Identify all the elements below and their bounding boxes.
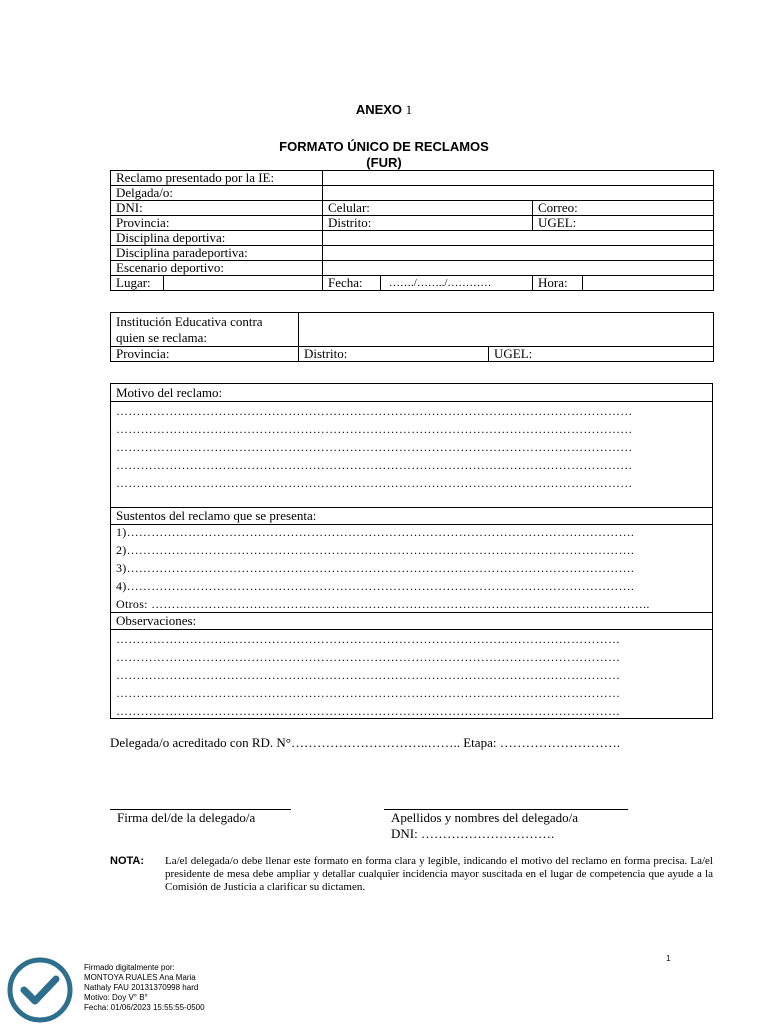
sustento-item-4[interactable]: 4)……………………………………………………………………………………………………………. — [116, 579, 635, 593]
form-subtitle: (FUR) — [366, 155, 402, 170]
provincia2-label: Provincia: — [111, 347, 299, 362]
lugar-label: Lugar: — [111, 276, 164, 291]
observaciones-dots-line[interactable]: …………………………………………………………………………………………………………… — [116, 668, 621, 682]
institucion-label-line1: Institución Educativa contra — [116, 314, 263, 329]
stamp-line-3: Nathaly FAU 20131370998 hard — [84, 983, 199, 992]
distrito-label: Distrito: — [323, 216, 533, 231]
divider — [111, 612, 712, 613]
observaciones-dots-line[interactable]: …………………………………………………………………………………………………………… — [116, 650, 621, 664]
delegada-label: Delgada/o: — [111, 186, 323, 201]
digital-signature-check-icon — [6, 956, 74, 1024]
reclamo-ie-field[interactable] — [323, 171, 714, 186]
hora-label: Hora: — [533, 276, 583, 291]
divider — [111, 401, 712, 402]
stamp-line-4: Motivo: Doy V° B° — [84, 993, 148, 1002]
disciplina-deportiva-field[interactable] — [323, 231, 714, 246]
sustentos-label: Sustentos del reclamo que se presenta: — [116, 508, 317, 523]
institucion-field[interactable] — [299, 313, 714, 347]
form-title: FORMATO ÚNICO DE RECLAMOS — [279, 139, 489, 154]
nota-label: NOTA: — [110, 855, 145, 867]
page-number: 1 — [666, 954, 671, 963]
provincia-label: Provincia: — [111, 216, 323, 231]
dni-label: DNI: — [111, 201, 323, 216]
stamp-line-1: Firmado digitalmente por: — [84, 963, 175, 972]
claim-details-box — [110, 383, 713, 719]
observaciones-dots-line[interactable]: …………………………………………………………………………………………………………… — [116, 686, 621, 700]
fecha-field[interactable]: ……./……../………… — [381, 276, 533, 291]
observaciones-dots-line[interactable]: …………………………………………………………………………………………………………… — [116, 704, 621, 718]
firma-label: Firma del/de la delegado/a — [117, 810, 256, 825]
apellidos-label: Apellidos y nombres del delegado/a — [391, 810, 579, 825]
signature-stamp-text — [84, 963, 205, 1013]
stamp-line-5: Fecha: 01/06/2023 15:55:55-0500 — [84, 1003, 205, 1012]
stamp-line-2: MONTOYA RUALES Ana Maria — [84, 973, 196, 982]
disciplina-paradeportiva-field[interactable] — [323, 246, 714, 261]
anexo-label: ANEXO — [355, 102, 403, 117]
sustento-item-3[interactable]: 3)……………………………………………………………………………………………………………. — [116, 561, 635, 575]
nota-text: La/el delegada/o debe llenar este formato en forma clara y legible, indicando el motivo del reclamo en forma precisa. La/el presidente de mesa debe ampliar y detallar cualquier incidencia mayor suscitada en el lugar de competencia que ayude a la Comisión de Justicia a clarificar su dictamen. — [165, 855, 713, 893]
delegada-field[interactable] — [323, 186, 714, 201]
escenario-field[interactable] — [323, 261, 714, 276]
institucion-label-line2: quien se reclama: — [116, 330, 207, 345]
distrito2-label: Distrito: — [299, 347, 489, 362]
motivo-label: Motivo del reclamo: — [116, 385, 223, 400]
ugel-label: UGEL: — [533, 216, 714, 231]
celular-label: Celular: — [323, 201, 533, 216]
motivo-dots-line[interactable]: ……………………………………………………………………………………………………………… — [116, 440, 633, 454]
sustento-otros[interactable]: Otros: ………………………………………………………………………………………………………….. — [116, 597, 650, 611]
institucion-label — [111, 313, 299, 347]
claim-info-table — [110, 170, 714, 291]
fecha-label: Fecha: — [323, 276, 381, 291]
divider — [111, 629, 712, 630]
correo-label: Correo: — [533, 201, 714, 216]
anexo-number: 1 — [405, 102, 413, 117]
disciplina-paradeportiva-label: Disciplina paradeportiva: — [111, 246, 323, 261]
observaciones-label: Observaciones: — [116, 613, 197, 628]
escenario-label: Escenario deportivo: — [111, 261, 323, 276]
hora-field[interactable] — [583, 276, 714, 291]
lugar-field[interactable] — [164, 276, 323, 291]
observaciones-dots-line[interactable]: …………………………………………………………………………………………………………… — [116, 632, 621, 646]
motivo-dots-line[interactable]: ……………………………………………………………………………………………………………… — [116, 476, 633, 490]
sustento-item-1[interactable]: 1)……………………………………………………………………………………………………………. — [116, 525, 635, 539]
reclamo-ie-label: Reclamo presentado por la IE: — [111, 171, 323, 186]
institution-table — [110, 312, 714, 362]
motivo-dots-line[interactable]: ……………………………………………………………………………………………………………… — [116, 458, 633, 472]
ugel2-label: UGEL: — [489, 347, 714, 362]
anexo-heading — [0, 102, 768, 118]
motivo-dots-line[interactable]: ……………………………………………………………………………………………………………… — [116, 422, 633, 436]
sustento-item-2[interactable]: 2)……………………………………………………………………………………………………………. — [116, 543, 635, 557]
delegado-rd-line[interactable]: Delegada/o acreditado con RD. N°…………………………..…….. Etapa: ………………………. — [110, 735, 620, 750]
dni-signature-line[interactable]: DNI: …………………………. — [391, 826, 555, 841]
motivo-dots-line[interactable]: ……………………………………………………………………………………………………………… — [116, 404, 633, 418]
disciplina-deportiva-label: Disciplina deportiva: — [111, 231, 323, 246]
